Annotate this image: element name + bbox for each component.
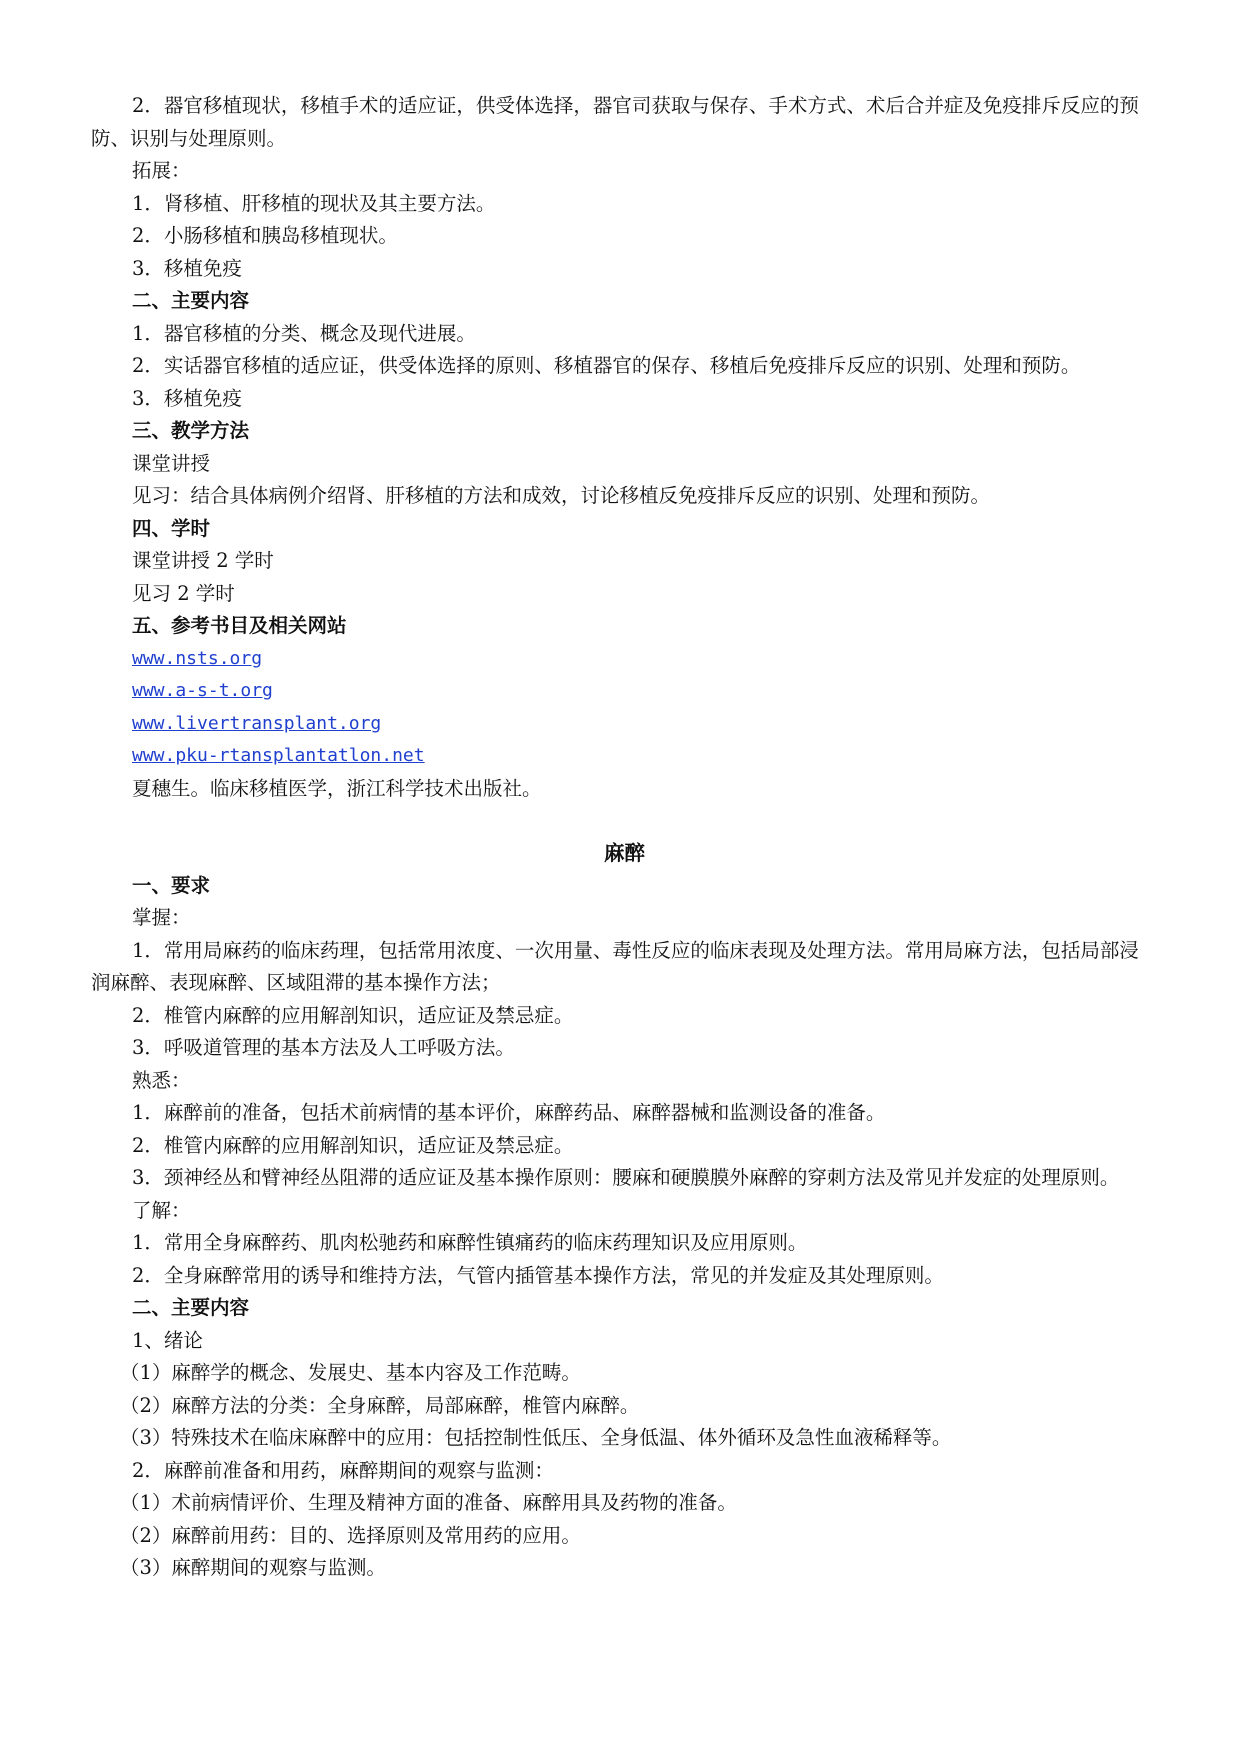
prep-label: 2．麻醉前准备和用药，麻醉期间的观察与监测： — [132, 1458, 554, 1482]
hours-item: 见习 2 学时 — [132, 581, 235, 605]
familiar-label: 熟悉： — [132, 1068, 191, 1092]
prep-item: （1）术前病情评价、生理及精神方面的准备、麻醉用具及药物的准备。 — [120, 1491, 737, 1514]
intro-label: 1、绪论 — [132, 1328, 203, 1352]
reference-link[interactable]: www.nsts.org — [132, 647, 263, 669]
intro-item: （2）麻醉方法的分类：全身麻醉，局部麻醉，椎管内麻醉。 — [120, 1393, 640, 1417]
familiar-item: 1．麻醉前的准备，包括术前病情的基本评价，麻醉药品、麻醉器械和监测设备的准备。 — [132, 1101, 886, 1124]
reference-link[interactable]: www.pku-rtansplantatlon.net — [132, 745, 425, 766]
heading-main-content: 二、主要内容 — [132, 289, 250, 312]
intro-item: （3）特殊技术在临床麻醉中的应用：包括控制性低压、全身低温、体外循环及急性血液稀释等。 — [120, 1426, 952, 1449]
expand-item: 1．肾移植、肝移植的现状及其主要方法。 — [132, 191, 496, 215]
know-item: 1．常用全身麻醉药、肌肉松驰药和麻醉性镇痛药的临床药理知识及应用原则。 — [132, 1231, 808, 1254]
reference-link[interactable]: www.livertransplant.org — [132, 712, 382, 734]
master-item: 2．椎管内麻醉的应用解剖知识，适应证及禁忌症。 — [132, 1003, 574, 1027]
reference-link[interactable]: www.a-s-t.org — [132, 680, 273, 701]
expand-label: 拓展： — [132, 159, 191, 182]
familiar-item: 2．椎管内麻醉的应用解剖知识，适应证及禁忌症。 — [132, 1133, 574, 1157]
intro-item: （1）麻醉学的概念、发展史、基本内容及工作范畴。 — [120, 1361, 581, 1384]
heading-teaching-method: 三、教学方法 — [132, 419, 250, 442]
method-item: 见习：结合具体病例介绍肾、肝移植的方法和成效，讨论移植反免疫排斥反应的识别、处理和预防。 — [132, 484, 991, 507]
method-item: 课堂讲授 — [132, 451, 211, 475]
section-title-anesthesia: 麻醉 — [604, 841, 645, 865]
reference-link-row — [91, 675, 1158, 708]
expand-item: 2．小肠移植和胰岛移植现状。 — [132, 224, 398, 247]
hours-item: 课堂讲授 2 学时 — [132, 549, 274, 572]
reference-link-row — [91, 740, 1158, 773]
prep-item: （3）麻醉期间的观察与监测。 — [120, 1556, 386, 1579]
master-label: 掌握： — [132, 906, 191, 929]
heading-main-content-2: 二、主要内容 — [132, 1296, 250, 1319]
master-item: 3．呼吸道管理的基本方法及人工呼吸方法。 — [132, 1036, 515, 1059]
heading-requirements: 一、要求 — [132, 873, 211, 897]
reference-link-row — [91, 708, 1158, 741]
requirement-item-2: 2．器官移植现状，移植手术的适应证，供受体选择，器官司获取与保存、手术方式、术后合并症及免疫排斥反应的预防、识别与处理原则。 — [91, 94, 1139, 150]
familiar-item: 3．颈神经丛和臂神经丛阻滞的适应证及基本操作原则：腰麻和硬膜膜外麻醉的穿刺方法及常见并发症的处理原则。 — [132, 1166, 1120, 1189]
reference-book: 夏穗生。临床移植医学，浙江科学技术出版社。 — [132, 776, 542, 800]
expand-item: 3．移植免疫 — [132, 256, 242, 280]
master-item: 1．常用局麻药的临床药理，包括常用浓度、一次用量、毒性反应的临床表现及处理方法。常用局麻方法，包括局部浸润麻醉、表现麻醉、区域阻滞的基本操作方法； — [91, 938, 1139, 994]
heading-hours: 四、学时 — [132, 516, 211, 540]
prep-item: （2）麻醉前用药：目的、选择原则及常用药的应用。 — [120, 1523, 581, 1547]
content-item: 3．移植免疫 — [132, 386, 242, 410]
know-label: 了解： — [132, 1198, 191, 1222]
know-item: 2．全身麻醉常用的诱导和维持方法，气管内插管基本操作方法，常见的并发症及其处理原则。 — [132, 1263, 944, 1287]
reference-link-row — [91, 643, 1158, 676]
document-content — [91, 90, 1158, 1585]
heading-references: 五、参考书目及相关网站 — [132, 614, 347, 637]
content-item: 2．实话器官移植的适应证，供受体选择的原则、移植器官的保存、移植后免疫排斥反应的识别、处理和预防。 — [132, 354, 1081, 377]
content-item: 1．器官移植的分类、概念及现代进展。 — [132, 321, 476, 345]
